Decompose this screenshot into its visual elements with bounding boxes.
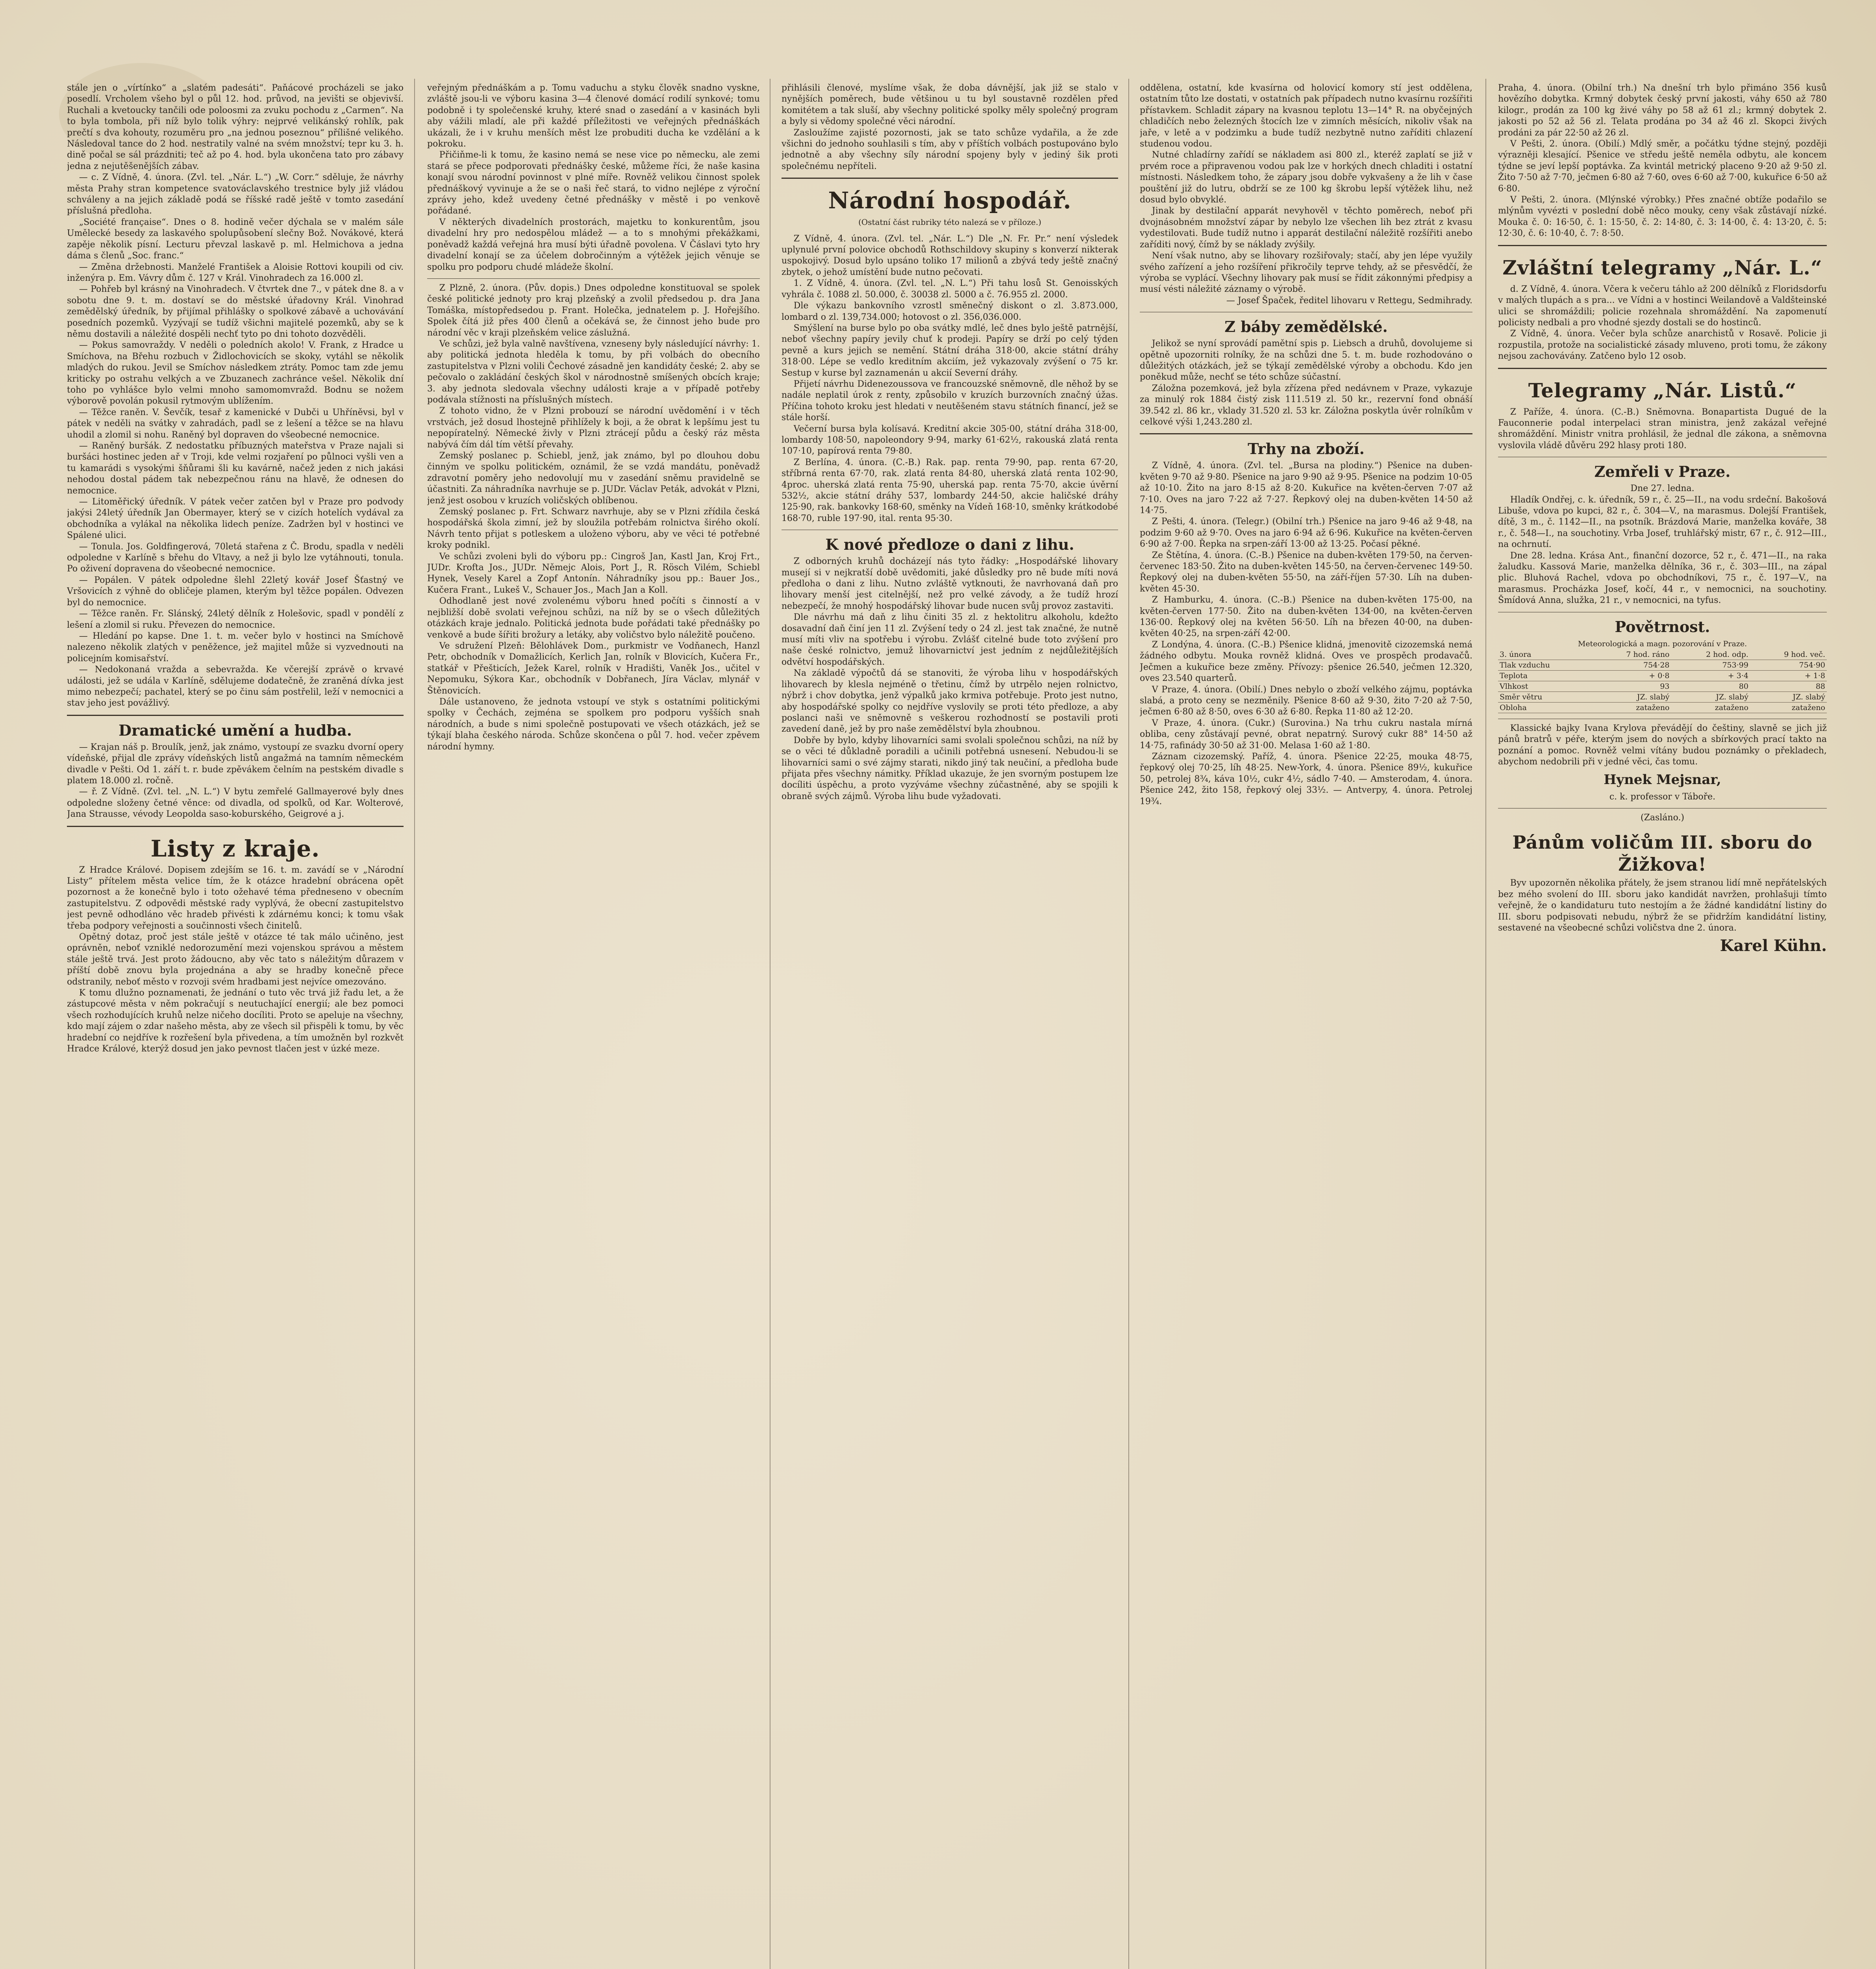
paragraph: Z Pešti, 4. února. (Telegr.) (Obilní trh.) Pšenice na jaro 9·46 až 9·48, na podzim 9·60 až 9·70. Oves na jaro 6·94 až 6·96. Kukuřice na květen-červen 6·90 až 7·00. Řepka na srpen-září 13·00 až 13·25. Počasí pěkné.: [1140, 517, 1472, 549]
section-heading-zemedelske: Z báby zemědělské.: [1224, 318, 1388, 336]
paragraph: Zasloužíme zajisté pozornosti, jak se tato schůze vydařila, a že zde všichni do jednoho souhlasili s tím, aby v příštích volbách postupováno bylo jednotně a aby všechny síly národní spojeny byly v jediný šik proti společnému nepříteli.: [782, 128, 1118, 171]
column-rule: [1485, 79, 1486, 1969]
zaslano-label: (Zasláno.): [1640, 813, 1685, 823]
paragraph: Zemský poslanec p. Frt. Schwarz navrhuje, aby se v Plzni zřídila česká hospodářská škola zimní, jež by sloužila potřebám rolnictva širého okolí. Návrh tento přijat s potleskem a uloženo výboru, aby ve věci té potřebné kroky podnikl.: [427, 507, 760, 551]
paragraph: přihlásili členové, myslíme však, že doba dávnější, jak již se stalo v nynějších poměrech, bude většinou u tu byl soustavně rozdělen před komitétem a tak sluší, aby všechny politické spolky měly společný program a byly si vědomy společné věci národní.: [782, 83, 1118, 127]
weather-cell: Tlak vzduchu: [1498, 660, 1591, 671]
paragraph: Byv upozorněn několika přátely, že jsem stranou lidí mně nepřátelských bez mého svolení do III. sboru jako kandidát navržen, prohlašuji tímto veřejně, že o kandidaturu tuto nestojím a že žádné kandidátní listiny do III. sboru podpisovati nebudu, nýbrž že se přidržím kandidátní listiny, sestavené na všeobecné schůzi voličstva dne 2. února.: [1498, 878, 1827, 933]
paragraph: Není však nutno, aby se lihovary rozšiřovaly; stačí, aby jen lépe využily svého zařízení a jeho rozšíření přikročily teprve tehdy, až se přesvědčí, že výroba se vyplácí. Všechny lihovary pak musí se řídit zákonnými předpisy a musí vésti náležité záznamy o výrobě.: [1140, 251, 1472, 295]
paragraph: Z odborných kruhů docházejí nás tyto řádky: „Hospodářské lihovary musejí si v nejkratší době uvědomiti, jaké důsledky pro ně bude míti nová předloha o dani z lihu. Nutno zvláště vytknouti, že navrhovaná daň pro lihovary menší jest citelnější, než pro velké závody, a že tudíž hrozí nebezpečí, že mnohý hospodářský lihovar bude nucen svůj provoz zastaviti.: [782, 556, 1118, 611]
weather-cell: 754·28: [1591, 660, 1671, 671]
section-heading-listy-z-kraje: Listy z kraje.: [150, 835, 320, 862]
section-divider: [1498, 245, 1827, 246]
paragraph: Přičiňme-li k tomu, že kasino nemá se nese vice po německu, ale zemi stará se přece podporovati přednášky české, můžeme říci, že naše kasina konají svou národní povinnost v plné míře. Rovněž velikou činnost spolek přednáškový vyvinuje a že se o naši řeč stará, to vidno nejlépe z výroční zprávy jeho, kdež uvedeny četné přednášky v městě i po venkově pořádané.: [427, 150, 760, 216]
paragraph: stále jen o „vírtínko“ a „slatém padesáti“. Paňácové procházeli se jako posedlí. Vrcholem všeho byl o půl 12. hod. průvod, na jevišti se objevivší. Ruchali a kvetoucky tančili ode poloosmi za zvuku pochodu z „Carmen“. Na to byla tombola, při níž bylo tolik výhry: nejprvé velikánský rohlík, pak prečtí s dva kohouty, rozuměru pro „na jednou poseznou“ přílišné velikého. Následoval tance do 2 hod. nestratily valné na svém množství; tepr ku 3. h. dině počal se sál prázdniti; teč až po 4. hod. byla ukončena tato pro zábavy jedna z nejutěšenějších zábav.: [67, 83, 404, 171]
paragraph: Z Vídně, 4. února. (Zvl. tel. „Bursa na plodiny.“) Pšenice na duben-květen 9·70 až 9·80. Pšenice na jaro 9·90 až 9·95. Pšenice na podzim 10·05 až 10·10. Žito na jaro 8·15 až 8·20. Kukuřice na květen-červen 7·07 až 7·10. Oves na jaro 7·22 až 7·27. Řepkový olej na duben-květen 14·50 až 14·75.: [1140, 461, 1472, 515]
paragraph: Hladík Ondřej, c. k. úředník, 59 r., č. 25—II., na vodu srdeční. Bakošová Libuše, vdova po kupci, 82 r., č. 304—V., na marasmus. Dolejší František, dítě, 3 m., č. 1142—II., na psotník. Brázdová Marie, manželka kováře, 38 r., č. 548—I., na souchotiny. Vrba Josef, truhlářský mistr, 67 r., č. 912—III., na ochrnutí.: [1498, 495, 1827, 550]
paragraph: — ř. Z Vídně. (Zvl. tel. „N. L.“) V bytu zemřelé Gallmayerové byly dnes odpoledne složeny četné věnce: od divadla, od spolků, od Kar. Wolterové, Jana Strausse, vévody Leopolda saso-koburského, Geigrové a j.: [67, 787, 404, 819]
paragraph: d. Z Vídně, 4. února. Včera k večeru táhlo až 200 dělníků z Floridsdorfu v malých tlupách a s pra... ve Vídni a v hostinci Weilandově a Valdšteinské ulici se shromáždili; policie rozehnala shromáždění. Na zapomenutí policisty nedbali a pro vhodné sjezdy dostali se do hostinců.: [1498, 284, 1827, 328]
paragraph: V některých divadelních prostorách, majetku to konkurentům, jsou divadelní hry pro nedospělou mládež — a to s mnohými překážkami, poněvadž každá veřejná hra musí býti úřadně povolena. V Čáslavi tyto hry divadelní konají se za účelem dobročinným a výtěžek jejich věnuje se spolku pro podporu chudé mládeže školní.: [427, 217, 760, 272]
paragraph: veřejným přednáškám a p. Tomu vaduchu a styku člověk snadno vyskne, zvláště jsou-li ve výboru kasina 3—4 členové domácí rodilí synkové; tomu podobně i ty společenské kruhy, které snad o zasedání a v kasinách byli aby vážili mladí, ale při každé příležitosti ve veřejných přednáškách ukázali, že i v kruhu menších měst lze probuditi ducha ke vzdělání a k pokroku.: [427, 83, 760, 149]
weather-cell: Obloha: [1498, 703, 1591, 713]
weather-cell: JZ. slabý: [1671, 692, 1750, 703]
paragraph: Záznam cizozemský. Paříž, 4. února. Pšenice 22·25, mouka 48·75, řepkový olej 70·25, líh 48·25. New-York, 4. února. Pšenice 89½, kukuřice 50, petrolej 8¾, káva 10½, cukr 4½, sádlo 7·40. — Amsterodam, 4. února. Pšenice 242, žito 158, řepkový olej 33½. — Antverpy, 4. února. Petrolej 19¾.: [1140, 751, 1472, 807]
paragraph: Z tohoto vidno, že v Plzni probouzí se národní uvědomění i v těch vrstvách, jež dosud lhostejně přihlížely k boji, a že obrat k lepšímu jest tu nepopíratelný. Německé živly v Plzni ztrácejí půdu a český ráz města nabývá čím dál tím větší převahy.: [427, 406, 760, 450]
paragraph: — Hledání po kapse. Dne 1. t. m. večer bylo v hostinci na Smíchově nalezeno několik zlatých v peněžence, jež majitel může si vyzvednouti na policejním komisařství.: [67, 631, 404, 664]
section-divider: [67, 826, 404, 827]
section-note: (Ostatní část rubriky této nalezá se v příloze.): [858, 217, 1041, 227]
paragraph: Jinak by destilační apparát nevyhověl v těchto poměrech, neboť při dvojnásobném množství zápar by nebylo lze všechen lih bez ztrát z kvasu vydestilovati. Bude tudíž nutno i apparát destilační náležitě rozšířiti anebo zaříditi nový, čímž by se náklady zvýšily.: [1140, 206, 1472, 250]
section-heading-zemreli: Zemřeli v Praze.: [1594, 463, 1731, 481]
paragraph: 1. Z Vídně, 4. února. (Zvl. tel. „N. L.“) Při tahu losů St. Genoisských vyhrála č. 1088 zl. 50.000, č. 30038 zl. 5000 a č. 76.955 zl. 2000.: [782, 278, 1118, 300]
section-heading-narodni-hospodar: Národní hospodář.: [828, 187, 1072, 214]
paragraph: Z Londýna, 4. února. (C.-B.) Pšenice klidná, jmenovitě cizozemská nemá žádného odbytu. Mouka rovněž klidná. Oves ve prospěch prodavačů. Ječmen a kukuřice beze změny. Přívozy: pšenice 26.540, ječmen 12.320, oves 23.540 quarterů.: [1140, 640, 1472, 684]
weather-cell: zataženo: [1750, 703, 1827, 713]
paragraph: Z Hamburku, 4. února. (C.-B.) Pšenice na duben-květen 175·00, na květen-červen 177·50. Žito na duben-květen 134·00, na květen-červen 136·00. Řepkový olej na květen 56·50. Líh na březen 40·00, na duben-květen 40·25, na srpen-září 42·00.: [1140, 595, 1472, 639]
weather-header-cell: 7 hod. ráno: [1591, 649, 1671, 660]
column-rule: [1128, 79, 1129, 1969]
column-2: [427, 83, 760, 1969]
paragraph: oddělena, ostatní, kde kvasírna od holovicí komory stí jest oddělena, ostatním tůto lze dostati, v ostatních pak případech nutno kvasírnu rozšířiti přístavkem. Schladit zápary na kvasnou teplotu 13—14° R. na obyčejných chladičích nebo železných štocích lze v zimních měsících, nikoliv však na jaře, v letě a v podzimku a bude tudíž nezbytně nutno zaříditi chlazení studenou vodou.: [1140, 83, 1472, 149]
section-heading-povetrnost: Povětrnost.: [1615, 617, 1710, 636]
paragraph: K tomu dlužno poznamenati, že jednání o tuto věc trvá již řadu let, a že zástupcové města v něm pokračují s neutuchající energií; ale bez pomoci všech rozhodujících kruhů nelze ničeho docíliti. Proto se apeluje na všechny, kdo mají zájem o zdar našeho města, aby ze všech sil přispěli k tomu, by věc hradební co nejdříve k rozřešení byla přivedena, a tím umožněn byl rozkvět Hradce Králové, kterýž dosud jen jako pevnost tlačen jest v úzké meze.: [67, 988, 404, 1054]
section-divider: [782, 178, 1118, 179]
weather-header-cell: 2 hod. odp.: [1671, 649, 1750, 660]
paragraph: Dobře by bylo, kdyby lihovarníci sami svolali společnou schůzi, na níž by se o věci té důkladně poradili a učinili potřebná usnesení. Nebudou-li se lihovarníci sami o své zájmy starati, nikdo jiný tak neučiní, a předloha bude přijata přes všechny námitky. Příklad ukazuje, že jen svorným postupem lze docíliti úspěchu, a proto vyzýváme všechny zúčastněné, aby se spojili k obraně svých zájmů. Výroba lihu bude vyžadovati.: [782, 735, 1118, 801]
paragraph: Z Paříže, 4. února. (C.-B.) Sněmovna. Bonapartista Dugué de la Fauconnerie podal interpelaci stran ministra, jenž zakázal veřejné shromáždění. Ministr vnitra prohlásil, že jednal dle zákona, a sněmovna vyslovila vládě důvěru 292 hlasy proti 180.: [1498, 407, 1827, 451]
column-4: [1140, 83, 1472, 1969]
weather-row: [1498, 703, 1827, 713]
section-heading-telegramy: Telegramy „Nár. Listů.“: [1528, 378, 1797, 402]
weather-cell: 88: [1750, 681, 1827, 692]
paragraph: — Změna držebnosti. Manželé František a Aloisie Rottovi koupili od civ. inženýra p. Em. Vávry dům č. 127 v Král. Vinohradech za 16.000 zl.: [67, 262, 404, 283]
weather-subheading: Meteorologická a magn. pozorování v Praze.: [1578, 639, 1747, 648]
paragraph: Z Vídně, 4. února. Večer byla schůze anarchistů v Rosavě. Policie ji rozpustila, protože na socialistické zásady mluveno, proti tomu, že zákony nejsou zachovávány. Zatčeno bylo 12 osob.: [1498, 329, 1827, 362]
weather-cell: 753·99: [1671, 660, 1750, 671]
weather-cell: zataženo: [1671, 703, 1750, 713]
paragraph: Ve schůzi zvoleni byli do výboru pp.: Cingroš Jan, Kastl Jan, Kroj Frt., JUDr. Krofta Jos., JUDr. Němejc Alois, Port J., R. Rösch Vilém, Schiebl Hynek, Vesely Karel a Zopf Antonín. Náhradníky jsou pp.: Bauer Jos., Kučera Frant., Lukeš V., Schauer Jos., Mach Jan a Koll.: [427, 551, 760, 595]
weather-cell: JZ. slabý: [1750, 692, 1827, 703]
weather-cell: zataženo: [1591, 703, 1671, 713]
paragraph: — Raněný buršák. Z nedostatku příbuzných mateřstva v Praze najali si buršáci hostinec jeden ař v Troji, kde velmi rozjaření po půlnoci vyšli ven a tu kamarádi s vysokými šňůrami šli ku kavárně, načež jeden z nich jakási nehodou dostal pádem tak nebezpečnou ránu na hlavě, že odnesen do nemocnice.: [67, 441, 404, 496]
section-divider: [1498, 368, 1827, 369]
paragraph: Přijetí návrhu Didenezoussova ve francouzské sněmovně, dle něhož by se nadále neplatil úrok z renty, způsobilo v kruzích burzovních značný úžas. Příčina tohoto kroku jest hledati v neutěšeném stavu státních financí, jež se stále horší.: [782, 379, 1118, 423]
weather-header-cell: 3. února: [1498, 649, 1591, 660]
section-heading-volici: Pánům voličům III. sboru do Žižkova!: [1512, 832, 1813, 875]
weather-cell: Vlhkost: [1498, 681, 1591, 692]
paragraph: — Pohřeb byl krásný na Vinohradech. V čtvrtek dne 7., v pátek dne 8. a v sobotu dne 9. t. m. dostaví se do městské úřadovny Král. Vinohrad zemědělský úředník, by přijímal přihlášky o spolkové zábavě a uchovávání posedních pozemků. Vyzývají se tudíž všichni majitelé pozemků, aby se k němu dostavili a náležité dospěli nechť tyto po dni tohoto dozvěděli.: [67, 284, 404, 339]
section-heading-dan-z-lihu: K nové předloze o dani z lihu.: [825, 536, 1074, 554]
paragraph: Zemský poslanec p. Schiebl, jenž, jak známo, byl po dlouhou dobu činným ve spolku politickém, oznámil, že se vzdá mandátu, poněvadž zdravotní poměry jeho nedovolují mu v zasedání sněmu pravidelně se účastniti. Za náhradníka navrhuje se p. JUDr. Václav Peták, advokát v Plzni, jenž jest osobou v kruzích voličských oblíbenou.: [427, 451, 760, 506]
weather-cell: + 1·8: [1750, 671, 1827, 681]
weather-cell: Směr větru: [1498, 692, 1591, 703]
signature-name: Hynek Mejsnar,: [1604, 771, 1721, 788]
column-rule: [414, 79, 415, 1969]
paragraph: — Tonula. Jos. Goldfingerová, 70letá stařena z Č. Brodu, spadla v neděli odpoledne v Karlíně s břehu do Vltavy, a než ji bylo lze vytáhnouti, tonula. Po oživení dopravena do všeobecné nemocnice.: [67, 541, 404, 574]
weather-header-row: [1498, 649, 1827, 660]
column-3: [782, 83, 1118, 1969]
paragraph: Z Berlína, 4. února. (C.-B.) Rak. pap. renta 79·90, pap. renta 67·20, stříbrná renta 67·70, rak. zlatá renta 84·80, uherská zlatá renta 102·90, 4proc. uherská zlatá renta 75·90, uherská pap. renta 75·70, akcie úvěrní 532½, akcie státní dráhy 537, lombardy 244·50, akcie haličské dráhy 125·90, rak. bankovky 168·60, směnky na Vídeň 168·10, směnky krátkodobé 168·70, ruble 197·90, ital. renta 95·30.: [782, 457, 1118, 523]
section-heading-drama: Dramatické umění a hudba.: [119, 721, 352, 739]
weather-cell: Teplota: [1498, 671, 1591, 681]
paragraph: Na základě výpočtů dá se stanoviti, že výroba lihu v hospodářských lihovarech by klesla nejméně o třetinu, čímž by utrpělo nejen rolnictvo, nýbrž i chov dobytka, jenž výpalků jako krmiva potřebuje. Proto jest nutno, aby hospodářské spolky co nejdříve vyslovily se proti této předloze, a aby poslanci naši ve sněmovně s veškerou rozhodností se postavili proti zavedení daně, jež by pro naše zemědělství byla zhoubnou.: [782, 668, 1118, 734]
weather-header-cell: 9 hod. več.: [1750, 649, 1827, 660]
paragraph: — Litoměřický úředník. V pátek večer zatčen byl v Praze pro podvody jakýsi 24letý úředník Jan Obermayer, který se v cizích hotelích vydával za obchodníka a vylákal na několika lidech peníze. Zadržen byl v hostinci ve Spálené ulici.: [67, 497, 404, 541]
paragraph: Opětný dotaz, proč jest stále ještě v otázce té tak málo učiněno, jest oprávněn, neboť vzniklé nedorozumění mezi vojenskou správou a městem stále ještě trvá. Jest proto žádoucno, aby věc tato s náležitým důrazem v příští době znovu byla projednána a aby se hradby konečně přece odstranily, neboť město v rozvoji svém hradbami jest nejvíce omezováno.: [67, 932, 404, 987]
paragraph: — Nedokonaná vražda a sebevražda. Ke včerejší zprávě o krvavé události, jež se udála v Karlíně, sdělujeme dodatečně, že zraněná dívka jest mimo nebezpečí; pachatel, který se po činu sám postřelil, leží v nemocnici a stav jeho jest povážlivý.: [67, 665, 404, 708]
signature: — Josef Špaček, ředitel lihovaru v Rettegu, Sedmihrady.: [1226, 295, 1472, 306]
weather-row: [1498, 660, 1827, 671]
weather-row: [1498, 671, 1827, 681]
section-heading-zvlastni-telegramy: Zvláštní telegramy „Nár. L.“: [1502, 256, 1822, 279]
paragraph: V Praze, 4. února. (Cukr.) (Surovina.) Na trhu cukru nastala mírná obliba, ceny zůstávají pevné, obrat nepatrný. Surový cukr 88° 14·50 až 14·75, rafinády 30·50 až 31·00. Melasa 1·60 až 1·80.: [1140, 718, 1472, 751]
paragraph: Odhodlaně jest nové zvolenému výboru hned počíti s činností a v nejbližší době svolati veřejnou schůzi, na níž by se o všech důležitých otázkách kraje jednalo. Politická jednota bude pořádati také přednášky po venkově a bude šířiti brožury a letáky, aby voličstvo bylo náležitě poučeno.: [427, 596, 760, 640]
weather-cell: 93: [1591, 681, 1671, 692]
weather-cell: 80: [1671, 681, 1750, 692]
date-subheading: Dne 27. ledna.: [1630, 484, 1695, 494]
paragraph: Nutné chladírny zařídí se nákladem asi 800 zl., kteréž zaplatí se již v prvém roce a připravenou vodou pak lze v horkých dnech chladiti i ostatní místnosti. Následkem toho, že zápary jsou dobře vykvašeny a že lih v čase pouštění již do lutru, obdrží se ze 100 kg škrobu lepší výtěžek lihu, než dosud bylo obvyklé.: [1140, 150, 1472, 205]
paragraph: V Pešti, 2. února. (Obilí.) Mdlý směr, a počátku týdne stejný, později výrazněji klesající. Pšenice ve středu ještě neměla odbytu, ale koncem týdne se jeví lepší poptávka. Za kvintál metrický placeno 9·20 až 9·50 zl. Žito 7·50 až 7·70, ječmen 6·80 až 7·60, oves 6·60 až 7·00, kukuřice 6·50 až 6·80.: [1498, 139, 1827, 194]
paragraph: Večerní bursa byla kolísavá. Kreditní akcie 305·00, státní dráha 318·00, lombardy 108·50, napoleondory 9·94, marky 61·62½, rakouská zlatá renta 107·10, papírová renta 79·80.: [782, 424, 1118, 456]
paragraph: Dále ustanoveno, že jednota vstoupí ve styk s ostatními politickými spolky v Čechách, zejména se spolkem pro podporu vyšších snah národních, a bude s nimi společně postupovati ve všech otázkách, jež se týkají blaha českého národa. Schůze skončena o půl 7. hod. večer zpěvem národní hymny.: [427, 697, 760, 752]
section-divider: [67, 715, 404, 716]
paragraph: Smýšlení na burse bylo po oba svátky mdlé, leč dnes bylo ještě patrnější, neboť všechny papíry jevily chuť k prodeji. Papíry se drží po celý týden pevně a kurs jejich se nemění. Státní dráha 318·00, akcie státní dráhy 318·00. Lépe se vedlo kreditním akciím, jež vykazovaly zvýšení o 75 kr. Sestup v kurse byl zaznamenán u akcií Severní dráhy.: [782, 323, 1118, 378]
weather-table: [1498, 649, 1827, 713]
section-divider: [427, 278, 760, 279]
paragraph: V Pešti, 2. února. (Mlýnské výrobky.) Přes značné obtíže podařilo se mlýnům vyvézti v poslední době něco mouky, ceny však zůstávají nízké. Mouka č. 0: 16·50, č. 1: 15·50, č. 2: 14·80, č. 3: 14·00, č. 4: 13·20, č. 5: 12·30, č. 6: 10·40, č. 7: 8·50.: [1498, 195, 1827, 239]
paragraph: Ze Štětína, 4. února. (C.-B.) Pšenice na duben-květen 179·50, na červen-červenec 183·50. Žito na duben-květen 145·50, na červen-červenec 149·50. Řepkový olej na duben-květen 55·50, na září-říjen 57·30. Líh na duben-květen 45·30.: [1140, 550, 1472, 594]
paragraph: Klassické bajky Ivana Krylova převádějí do češtiny, slavně se jich již pánů bratrů v péře, kterým jsem do nových a sbírkových prací takto na poznání a pomoc. Rovněž velmi vítány budou poznámky o překladech, abychom nedobrili při v jedné věci, čas tomu.: [1498, 723, 1827, 767]
paragraph: Dle návrhu má daň z lihu činiti 35 zl. z hektolitru alkoholu, kdežto dosavadní daň činí jen 11 zl. Zvýšení tedy o 24 zl. jest tak značné, že nutně musí míti vliv na spotřebu i výrobu. Zvlášť citelné bude toto zvýšení pro naše české rolnictvo, jemuž lihovarnictví jest jedním z nejdůležitějších odvětví hospodářských.: [782, 612, 1118, 667]
paragraph: Ve schůzi, jež byla valně navštívena, vzneseny byly následující návrhy: 1. aby politická jednota hleděla k tomu, by při volbách do obecního zastupitelstva v Plzni volili Čechové zásadně jen kandidáty české; 2. aby se pečovalo o zakládání českých škol v národnostně smíšených obcích kraje; 3. aby jednota sledovala všechny události kraje a v případě potřeby podávala stížnosti na příslušných místech.: [427, 339, 760, 405]
paragraph: „Société française“. Dnes o 8. hodině večer dýchala se v malém sále Umělecké besedy za laskavého spolupůsobení slečny Bož. Novákové, která zapěje několik písní. Lecturu převzal laskavě p. ml. Helmichova a jedna dáma s členů „Soc. franc.“: [67, 217, 404, 261]
weather-cell: + 3·4: [1671, 671, 1750, 681]
weather-cell: JZ. slabý: [1591, 692, 1671, 703]
paragraph: Dle výkazu bankovního vzrostl směnečný diskont o zl. 3.873.000, lombard o zl. 139,734.000; hotovost o zl. 356,036.000.: [782, 301, 1118, 322]
signature-title: c. k. professor v Táboře.: [1609, 792, 1716, 802]
paragraph: Dne 28. ledna. Krása Ant., finanční dozorce, 52 r., č. 471—II., na raka žaludku. Kassová Marie, manželka dělníka, 36 r., č. 303—III., na zápal plic. Bluhová Rachel, vdova po obchodníkovi, 75 r., č. 197—V., na marasmus. Procházka Josef, kočí, 44 r., v nemocnici, na souchotiny. Šmídová Anna, služka, 21 r., v nemocnici, na tyfus.: [1498, 551, 1827, 606]
weather-row: [1498, 681, 1827, 692]
paragraph: Z Vídně, 4. února. (Zvl. tel. „Nár. L.“) Dle „N. Fr. Pr.“ není výsledek uplynulé první polovice obchodů Rothschildovy skupiny s konverzí nikterak uspokojivý. Dosud bylo upsáno toliko 17 milionů a zbývá tedy ještě značný zbytek, o jehož umístění bude nutno pečovati.: [782, 234, 1118, 277]
paragraph: — c. Z Vídně, 4. února. (Zvl. tel. „Nár. L.“) „W. Corr.“ sděluje, že návrhy města Prahy stran kompetence svatováclavského trestnice byly již vládou schváleny a na jejich základě podá se říšské radě ještě v tomto zasedání příslušná předloha.: [67, 172, 404, 216]
paragraph: Praha, 4. února. (Obilní trh.) Na dnešní trh bylo přimáno 356 kusů hovězího dobytka. Krmný dobytek český první jakosti, váhy 650 až 780 kilogr., prodán za 100 kg živé váhy po 58 až 61 zl.; krmný dobytek 2. jakosti po 52 až 56 zl. Telata prodána po 34 až 46 zl. Skopci živých prodáni za pár 22·50 až 26 zl.: [1498, 83, 1827, 138]
paragraph: Z Plzně, 2. února. (Pův. dopis.) Dnes odpoledne konstituoval se spolek české politické jednoty pro kraj plzeňský a zvolil předsedou p. dra Jana Tomáška, místopředsedou p. Frant. Holečka, jednatelem p. J. Hořejšího. Spolek čítá již přes 400 členů a očekává se, že činnost jeho bude pro národní věc v kraji plzeňském velice záslužná.: [427, 283, 760, 338]
weather-cell: + 0·8: [1591, 671, 1671, 681]
paragraph: — Krajan náš p. Broulík, jenž, jak známo, vystoupí ze svazku dvorní opery vídeňské, přijal dle zprávy vídeňských listů angažmá na tamním německém divadle v Pešti. Od 1. září t. r. bude zpěvákem čelním na pestském divadle s platem 18.000 zl. ročně.: [67, 742, 404, 786]
paragraph: Záložna pozemková, jež byla zřízena před nedávnem v Praze, vykazuje za minulý rok 1884 čistý zisk 111.519 zl. 50 kr., rezervní fond obnáší 39.542 zl. 86 kr., vklady 31.520 zl. 53 kr. Záložna poskytla úvěr rolníkům v celkové výši 1,243.280 zl.: [1140, 383, 1472, 427]
column-1: [67, 83, 404, 1969]
paragraph: — Pokus samovraždy. V neděli o poledních akolo! V. Frank, z Hradce u Smíchova, na Břehu rozbuch v Židlochovicích se skoky, vytáhl se několik mladých do rukou. Jevil se Smíchov následkem ztráty. Pomoc tam zde jemu kriticky po ostrahu velkých a ve Zbuzanech zachránce vešel. Několik dní toho po vyhlášce bylo velmi mnoho samomomvražd. Bodnu se nožem výborově povolán pokusil rytmovým ublížením.: [67, 340, 404, 406]
paragraph: — Popálen. V pátek odpoledne šlehl 22letý kovář Josef Šťastný ve Vršovicích z výhně do obličeje plamen, kterým byl těžce popálen. Odvezen byl do nemocnice.: [67, 575, 404, 608]
paragraph: V Praze, 4. února. (Obilí.) Dnes nebylo o zboží velkého zájmu, poptávka slabá, a proto ceny se nezměnily. Pšenice 8·60 až 9·30, žito 7·20 až 7·50, ječmen 6·80 až 8·50, oves 6·30 až 6·80. Řepka 11·80 až 12·20.: [1140, 684, 1472, 717]
weather-row: [1498, 692, 1827, 703]
paragraph: — Těžce raněn. V. Ševčík, tesař z kamenické v Dubči u Uhříněvsi, byl v pátek v neděli na svátky v zahradách, padl se z lešení a těžce se na hlavu uhodil a zlomil si nohu. Raněný byl dopraven do všeobecné nemocnice.: [67, 407, 404, 440]
section-heading-trhy: Trhy na zboží.: [1248, 440, 1365, 458]
section-divider: [1140, 433, 1472, 434]
paragraph: Z Hradce Králové. Dopisem zdejším se 16. t. m. zavádí se v „Národní Listy“ přítelem města velice tím, že k otázce hradební obrácena opět pozornost a že konečně bylo i toto ožehavé téma předneseno v obecním zastupitelstvu. Z odpovědi městské rady vyplývá, že obecní zastupitelstvo jest pevně odhodláno věc hradeb přivésti k zdárnému konci; k tomu však třeba podpory veřejnosti a součinnosti všech činitelů.: [67, 865, 404, 931]
paragraph: — Těžce raněn. Fr. Slánský, 24letý dělník z Holešovic, spadl v pondělí z lešení a zlomil si ruku. Převezen do nemocnice.: [67, 609, 404, 630]
paragraph: Jelikož se nyní sprovádí pamětní spis p. Liebsch a druhů, dovolujeme si opětně upozorniti rolníky, že na schůzi dne 5. t. m. bude rozhodováno o důležitých otázkách, jež se týkají zemědělské výroby a obchodu. Kdo jen poněkud může, nechť se této schůze súčastní.: [1140, 339, 1472, 382]
weather-cell: 754·90: [1750, 660, 1827, 671]
column-5: [1498, 83, 1827, 1969]
signature-name: Karel Kühn.: [1720, 936, 1827, 955]
paragraph: Ve sdružení Plzeň: Bělohlávek Dom., purkmistr ve Vodňanech, Hanzl Petr, obchodník v Domažlicích, Kerlich Jan, rolník v Blovicích, Kučera Fr., statkář v Přešticích, Ježek Karel, rolník v Hradišti, Vaněk Jos., učitel v Nepomuku, Sýkora Kar., obchodník v Dobřanech, Jíra Václav, mlynář v Štěnovicích.: [427, 641, 760, 696]
